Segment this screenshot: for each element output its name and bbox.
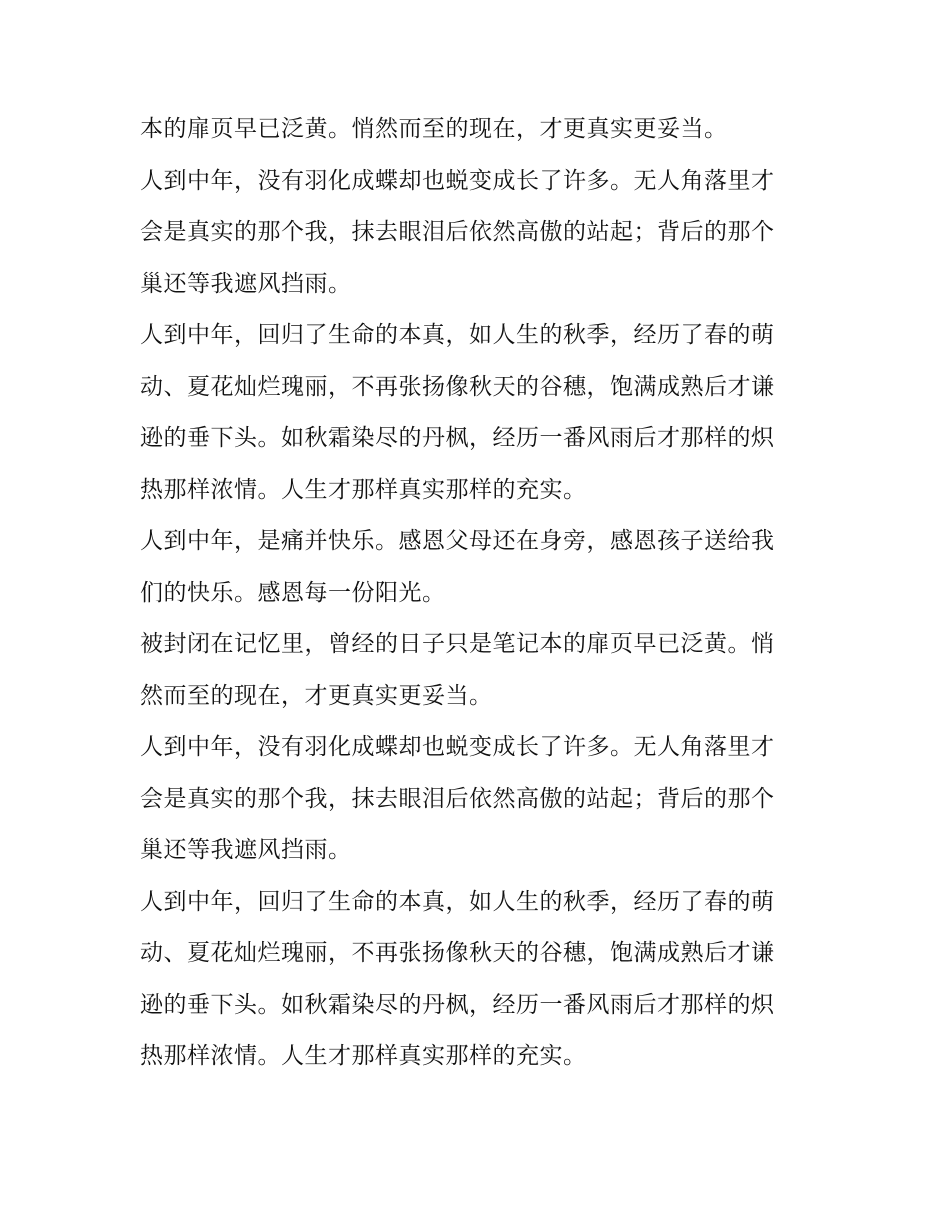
- text-line: 巢还等我遮风挡雨。: [140, 270, 352, 297]
- text-line: 人到中年，没有羽化成蝶却也蜕变成长了许多。无人角落里才: [140, 167, 775, 194]
- text-line: 动、夏花灿烂瑰丽，不再张扬像秋天的谷穗，饱满成熟后才谦: [140, 940, 775, 966]
- document-body: [140, 104, 812, 1083]
- text-line: 人到中年，回归了生命的本真，如人生的秋季，经历了春的萌: [140, 322, 775, 348]
- text-line: 逊的垂下头。如秋霜染尽的丹枫，经历一番风雨后才那样的炽: [140, 425, 775, 451]
- text-line: 人到中年，是痛并快乐。感恩父母还在身旁，感恩孩子送给我: [140, 528, 775, 554]
- text-line: 热那样浓情。人生才那样真实那样的充实。: [140, 1043, 587, 1069]
- text-line: 然而至的现在，才更真实更妥当。: [140, 682, 493, 709]
- text-line: 会是真实的那个我，抹去眼泪后依然高傲的站起；背后的那个: [140, 219, 775, 245]
- text-line: 人到中年，没有羽化成蝶却也蜕变成长了许多。无人角落里才: [140, 734, 775, 760]
- text-line: 动、夏花灿烂瑰丽，不再张扬像秋天的谷穗，饱满成熟后才谦: [140, 373, 775, 400]
- text-line: 被封闭在记忆里，曾经的日子只是笔记本的扉页早已泛黄。悄: [140, 631, 775, 657]
- text-line: 人到中年，回归了生命的本真，如人生的秋季，经历了春的萌: [140, 888, 775, 915]
- text-line: 会是真实的那个我，抹去眼泪后依然高傲的站起；背后的那个: [140, 785, 775, 812]
- text-line: 逊的垂下头。如秋霜染尽的丹枫，经历一番风雨后才那样的炽: [140, 991, 775, 1018]
- text-line: 热那样浓情。人生才那样真实那样的充实。: [140, 476, 587, 503]
- text-line: 本的扉页早已泛黄。悄然而至的现在，才更真实更妥当。: [140, 116, 728, 142]
- text-line: 巢还等我遮风挡雨。: [140, 837, 352, 863]
- text-line: 们的快乐。感恩每一份阳光。: [140, 579, 446, 606]
